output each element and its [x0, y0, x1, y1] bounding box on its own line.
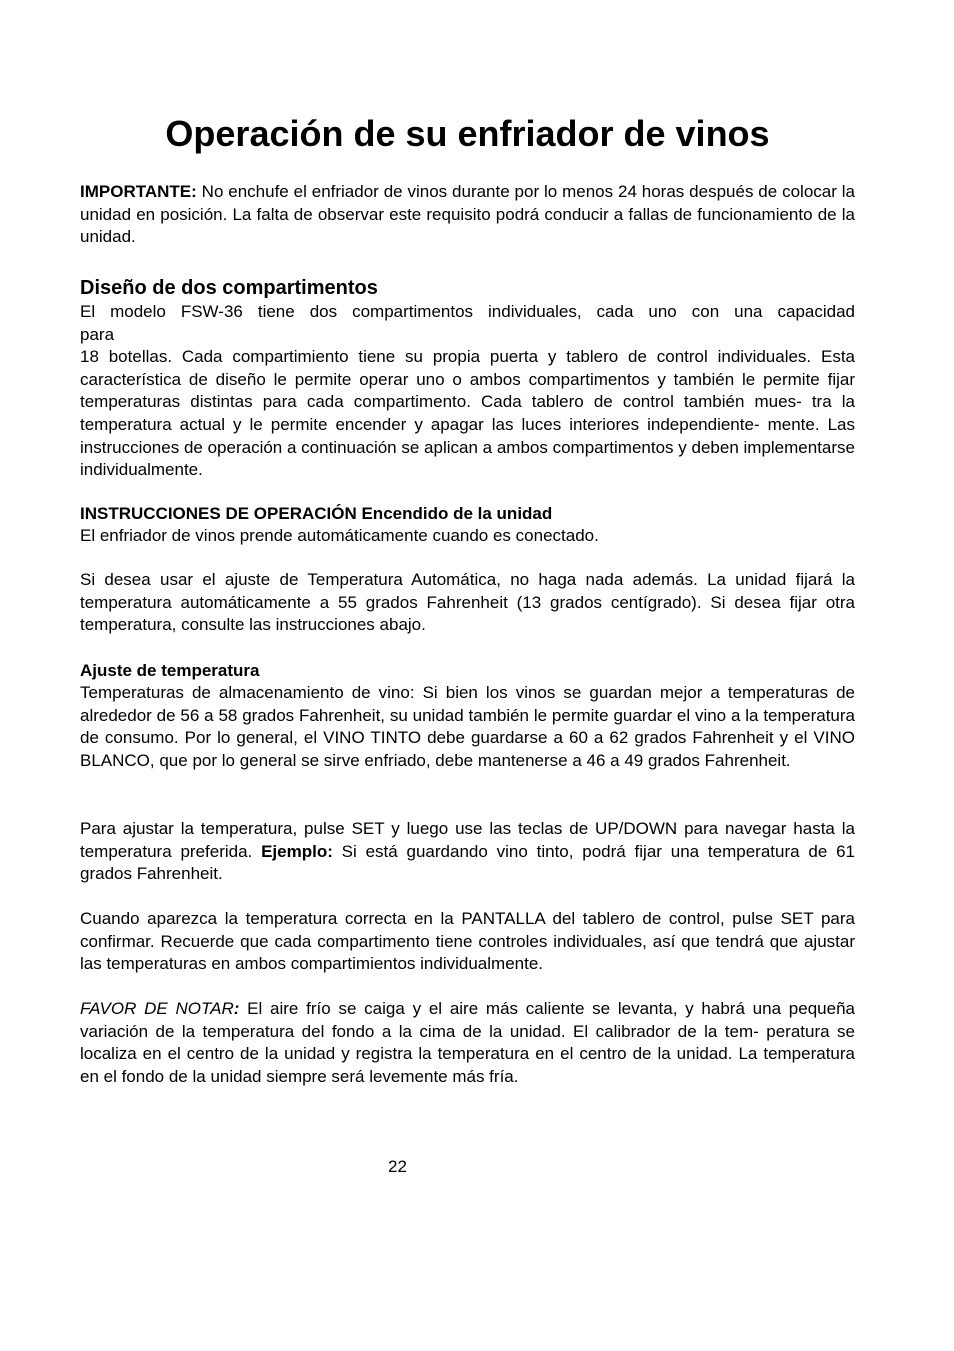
note-label: FAVOR DE NOTAR: [80, 999, 234, 1018]
page-title: Operación de su enfriador de vinos: [165, 113, 770, 154]
page-number: 22: [388, 1157, 407, 1176]
instructions-heading: INSTRUCCIONES DE OPERACIÓN Encendido de la unidad: [80, 504, 553, 523]
temperature-heading: Ajuste de temperatura: [80, 661, 260, 680]
instructions-text-2: Si desea usar el ajuste de Temperatura Automática, no haga nada además. La unidad fijará la temperatura automáticamente a 55 grados Fahrenheit (13 grados centígrado). Si desea fijar otra temperatura, consulte las instrucciones abajo.: [80, 570, 855, 635]
design-heading: Diseño de dos compartimentos: [80, 277, 378, 299]
note-paragraph: [80, 998, 855, 1088]
instructions-text-1: El enfriador de vinos prende automáticamente cuando es conectado.: [80, 526, 599, 545]
temperature-text-3: Cuando aparezca la temperatura correcta en la PANTALLA del tablero de control, pulse SET para confirmar. Recuerde que cada compartimento tiene controles individuales, así que tendrá que ajustar las temperaturas en ambos compartimientos individualmente.: [80, 909, 855, 974]
important-label: IMPORTANTE:: [80, 182, 197, 201]
temperature-text-2: [80, 818, 855, 886]
important-paragraph: [80, 181, 855, 249]
design-line-2: para: [80, 324, 115, 344]
design-paragraph: [80, 301, 855, 482]
design-line-1: El modelo FSW-36 tiene dos compartimentos individuales, cada uno con una capacidad: [80, 302, 855, 321]
note-text: El aire frío se caiga y el aire más caliente se levanta, y habrá una pequeña variación de la temperatura del fondo a la cima de la unidad. El calibrador de la tem- peratura se localiza en el centro de la unidad y registra la temperatura en el centro de la unidad. La temperatura en el fondo de la unidad siempre será levemente más fría.: [80, 999, 855, 1086]
note-colon: :: [233, 999, 240, 1018]
design-text: 18 botellas. Cada compartimiento tiene su propia puerta y tablero de control individuales. Esta característica de diseño le permite operar uno o ambos compartimentos y también le permite fijar temperaturas distintas para cada compartimento. Cada tablero de control también mues- tra la temperatura actual y le permite encender y apagar las luces interiores independiente- mente. Las instrucciones de operación a continuación se aplican a ambos compartimentos y deben implementarse individualmente.: [80, 347, 855, 480]
example-label: Ejemplo:: [261, 841, 333, 861]
important-text: No enchufe el enfriador de vinos durante por lo menos 24 horas después de colocar la unidad en posición. La falta de observar este requisito podrá conducir a fallas de funcionamiento de la unidad.: [80, 182, 855, 247]
temperature-text-2-after: Si está guardando vino tinto, podrá fijar una temperatura de 61 grados Fahrenheit.: [80, 841, 855, 884]
temperature-text-1: Temperaturas de almacenamiento de vino: Si bien los vinos se guardan mejor a temperaturas de alrededor de 56 a 58 grados Fahrenheit, su unidad también le permite guardar el vino a la temperatura de consumo. Por lo general, el VINO TINTO debe guardarse a 60 a 62 grados Fahrenheit y el VINO BLANCO, que por lo general se sirve enfriado, debe mantenerse a 46 a 49 grados Fahrenheit.: [80, 683, 855, 770]
temperature-text-2-before: Para ajustar la temperatura, pulse SET y luego use las teclas de UP/DOWN para navegar hasta la temperatura preferida.: [80, 819, 855, 861]
